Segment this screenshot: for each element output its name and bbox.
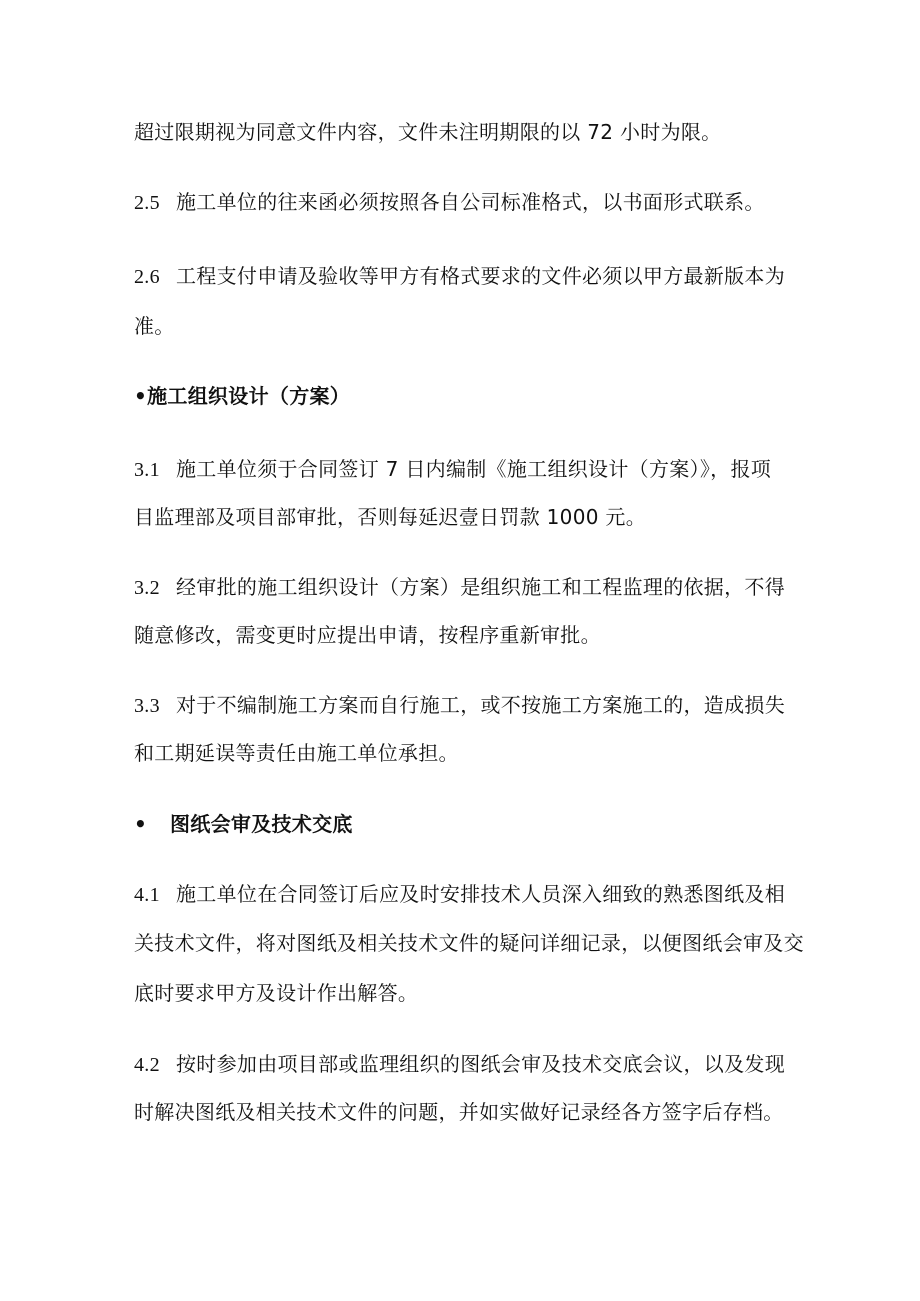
clause-3-2-line-2: 随意修改，需变更时应提出申请，按程序重新审批。 bbox=[134, 623, 601, 647]
section-heading-drawing-review bbox=[134, 810, 353, 838]
clause-text: 施工单位须于合同签订 7 日内编制《施工组织设计（方案）》，报项 bbox=[176, 457, 772, 481]
clause-number: 3.3 bbox=[134, 695, 160, 717]
clause-number: 3.2 bbox=[134, 577, 160, 599]
section-heading-construction-design bbox=[134, 382, 350, 410]
section-heading-text: 施工组织设计（方案） bbox=[147, 384, 351, 408]
clause-text: 经审批的施工组织设计（方案）是组织施工和工程监理的依据，不得 bbox=[176, 575, 785, 599]
clause-text: 对于不编制施工方案而自行施工，或不按施工方案施工的，造成损失 bbox=[176, 693, 785, 717]
clause-4-2-line-1 bbox=[134, 1050, 785, 1079]
clause-text: 按时参加由项目部或监理组织的图纸会审及技术交底会议，以及发现 bbox=[176, 1052, 785, 1076]
clause-text: 施工单位的往来函必须按照各自公司标准格式，以书面形式联系。 bbox=[176, 190, 765, 214]
clause-3-1-line-1 bbox=[134, 455, 771, 484]
continuation-paragraph: 超过限期视为同意文件内容，文件未注明期限的以 72 小时为限。 bbox=[134, 120, 722, 144]
section-heading-text: 图纸会审及技术交底 bbox=[170, 812, 353, 836]
clause-2-6-line-2: 准。 bbox=[134, 314, 175, 338]
clause-3-3-line-2: 和工期延误等责任由施工单位承担。 bbox=[134, 741, 459, 765]
clause-3-3-line-1 bbox=[134, 691, 785, 720]
clause-number: 2.6 bbox=[134, 266, 160, 288]
clause-4-2-line-2: 时解决图纸及相关技术文件的问题，并如实做好记录经各方签字后存档。 bbox=[134, 1100, 784, 1124]
clause-number: 4.1 bbox=[134, 884, 160, 906]
clause-text: 工程支付申请及验收等甲方有格式要求的文件必须以甲方最新版本为 bbox=[176, 264, 785, 288]
clause-3-2-line-1 bbox=[134, 573, 785, 602]
clause-text: 施工单位在合同签订后应及时安排技术人员深入细致的熟悉图纸及相 bbox=[176, 882, 785, 906]
bullet-icon: • bbox=[134, 812, 148, 836]
clause-number: 3.1 bbox=[134, 459, 160, 481]
clause-number: 2.5 bbox=[134, 192, 160, 214]
clause-4-1-line-1 bbox=[134, 880, 785, 909]
clause-2-6-line-1 bbox=[134, 262, 785, 291]
bullet-icon: • bbox=[134, 384, 148, 408]
clause-4-1-line-3: 底时要求甲方及设计作出解答。 bbox=[134, 981, 419, 1005]
clause-4-1-line-2: 关技术文件，将对图纸及相关技术文件的疑问详细记录，以便图纸会审及交 bbox=[134, 931, 804, 955]
clause-3-1-line-2: 目监理部及项目部审批，否则每延迟壹日罚款 1000 元。 bbox=[134, 505, 647, 529]
clause-2-5-line-1 bbox=[134, 188, 765, 217]
clause-number: 4.2 bbox=[134, 1054, 160, 1076]
